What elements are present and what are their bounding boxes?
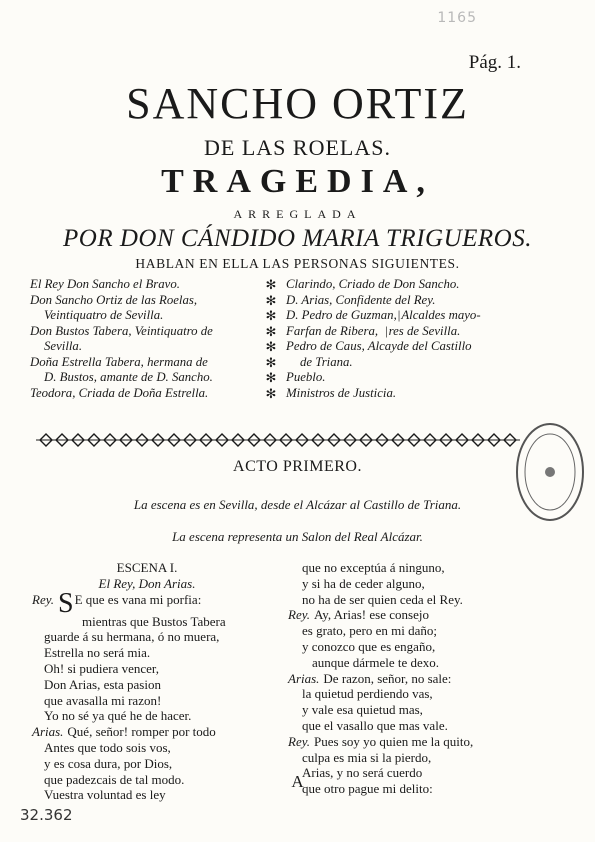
signature-mark: A (291, 772, 304, 791)
verse-text: y conozco que es engaño, (302, 638, 436, 654)
verse-text: aunque dármele te dexo. (312, 654, 440, 670)
cast-entry: D. Arias, Confidente del Rey. (286, 292, 436, 307)
speaker-name: Rey. (288, 607, 311, 623)
page-number: Pág. 1. (468, 52, 521, 73)
dialogue-line (288, 671, 563, 687)
star-ornament-icon: ✻ (265, 354, 277, 370)
inventory-number: 32.362 (20, 806, 73, 824)
title-main: SANCHO ORTIZ (126, 79, 469, 128)
star-ornament-icon: ✻ (265, 385, 277, 401)
dialogue-line (32, 756, 282, 772)
star-ornament-icon: ✻ (265, 308, 277, 323)
verse-text: Ay, Arias! ese consejo (314, 607, 429, 623)
dialogue-line (32, 724, 282, 740)
dialogue-line (288, 639, 563, 655)
drop-cap: S (58, 587, 74, 619)
dialogue-line (32, 677, 282, 693)
verse-text: guarde á su hermana, ó no muera, (44, 629, 220, 645)
verse-text: Oh! si pudiera vencer, (44, 660, 159, 676)
cast-group-label: res de Sevilla. (388, 323, 461, 338)
dialogue-line (288, 607, 563, 623)
cast-entry: D. Pedro de Guzman, (286, 308, 397, 322)
verse-text: Pues soy yo quien me la quito, (314, 733, 474, 749)
handwritten-note: 1165 (437, 10, 477, 26)
dialogue-line (32, 645, 282, 661)
verse-text: Don Arias, esta pasion (44, 676, 161, 692)
dialogue-line (288, 655, 563, 671)
cast-entry: Sevilla. (44, 339, 83, 353)
verse-text: Antes que todo sois vos, (44, 739, 171, 755)
brace-divider: | (397, 308, 401, 322)
title-subtitle: DE LAS ROELAS. (204, 135, 391, 160)
scene-location: La escena es en Sevilla, desde el Alcázar al Castillo de Triana. (133, 497, 462, 512)
star-ornament-icon: ✻ (265, 277, 277, 292)
brace-divider: | (385, 323, 388, 338)
verse-text: y es cosa dura, por Dios, (44, 755, 173, 771)
dialogue-line (32, 740, 282, 756)
dialogue-line (288, 623, 563, 639)
verse-text: que no exceptúa á ninguno, (302, 560, 445, 575)
speaker-name: Rey. (32, 591, 55, 607)
cast-entry-grouped (286, 324, 566, 340)
star-ornament-icon: ✻ (265, 339, 277, 354)
dialogue-column-right (288, 560, 563, 797)
cast-group-label: Alcaldes mayo- (401, 308, 481, 322)
cast-list-left (30, 277, 272, 401)
cast-entry: Doña Estrella Tabera, hermana de (30, 354, 208, 369)
cast-entry: de Triana. (300, 354, 353, 369)
verse-text: Estrella no será mia. (44, 645, 151, 661)
ornament-divider (36, 433, 520, 447)
dialogue-line (288, 576, 563, 592)
title-arreglada: ARREGLADA (233, 207, 362, 221)
verse-text: culpa es mia si la pierdo, (302, 749, 432, 765)
title-genre: TRAGEDIA, (161, 163, 434, 200)
speaker-name: Arias. (32, 724, 64, 740)
dialogue-line (288, 702, 563, 718)
dialogue-column-left (32, 560, 282, 803)
scene-heading: ESCENA I. (116, 560, 178, 575)
dialogue-line (288, 686, 563, 702)
verse-text: es grato, pero en mi daño; (302, 623, 438, 639)
cast-star-column (262, 277, 280, 401)
cast-entry: Veintiquatro de Sevilla. (44, 308, 164, 322)
star-ornament-icon: ✻ (265, 370, 277, 385)
verse-text: Yo no sé ya qué he de hacer. (44, 708, 192, 724)
cast-entry: Farfan de Ribera, (286, 323, 379, 338)
verse-text: Qué, señor! romper por todo (67, 724, 216, 740)
dialogue-line (32, 587, 282, 619)
verse-text: Vuestra voluntad es ley (44, 787, 166, 803)
verse-text: y vale esa quietud mas, (302, 702, 423, 718)
verse-text: no ha de ser quien ceda el Rey. (302, 591, 463, 607)
verse-text: y si ha de ceder alguno, (302, 575, 425, 591)
dialogue-line (288, 560, 563, 576)
dialogue-line (288, 718, 563, 734)
verse-text: que el vasallo que mas vale. (302, 717, 448, 733)
dramatis-personae-heading: HABLAN EN ELLA LAS PERSONAS SIGUIENTES. (135, 256, 460, 271)
cast-entry: Teodora, Criada de Doña Estrella. (30, 385, 209, 400)
dialogue-line (288, 750, 563, 766)
verse-text: la quietud perdiendo vas, (302, 686, 433, 702)
verse-text: Arias, y no será cuerdo (302, 765, 423, 781)
verse-text: que padezcais de tal modo. (44, 771, 185, 787)
dialogue-line (288, 592, 563, 608)
cast-entry-grouped (286, 308, 566, 324)
scene-characters: El Rey, Don Arias. (98, 575, 196, 591)
star-ornament-icon: ✻ (265, 292, 277, 308)
dialogue-line (32, 629, 282, 645)
act-heading: ACTO PRIMERO. (233, 458, 362, 475)
verse-text: que avasalla mi razon! (44, 692, 162, 708)
cast-entry: Pedro de Caus, Alcayde del Castillo (286, 339, 472, 353)
cast-entry: Don Bustos Tabera, Veintiquatro de (30, 323, 213, 338)
verse-text: De razon, señor, no sale: (323, 670, 452, 686)
dialogue-line (32, 708, 282, 724)
speaker-name: Arias. (288, 670, 320, 686)
verse-text: E que es vana mi porfia: (74, 591, 202, 607)
cast-list-right (286, 277, 566, 401)
cast-entry: Don Sancho Ortiz de las Roelas, (30, 292, 198, 307)
dialogue-line (32, 693, 282, 709)
dialogue-line (288, 734, 563, 750)
cast-entry: D. Bustos, amante de D. Sancho. (44, 370, 213, 384)
title-author: POR DON CÁNDIDO MARIA TRIGUEROS. (63, 225, 532, 252)
verse-text: mientras que Bustos Tabera (82, 613, 226, 629)
speaker-name: Rey. (288, 733, 311, 749)
verse-text: que otro pague mi delito: (302, 781, 433, 797)
star-ornament-icon: ✻ (265, 323, 277, 339)
dialogue-line (32, 661, 282, 677)
cast-entry: El Rey Don Sancho el Bravo. (30, 277, 180, 291)
scene-representation: La escena representa un Salon del Real Alcázar. (172, 529, 423, 544)
cast-entry: Pueblo. (286, 370, 326, 384)
cast-entry: Clarindo, Criado de Don Sancho. (286, 277, 460, 291)
cast-entry: Ministros de Justicia. (286, 385, 397, 400)
